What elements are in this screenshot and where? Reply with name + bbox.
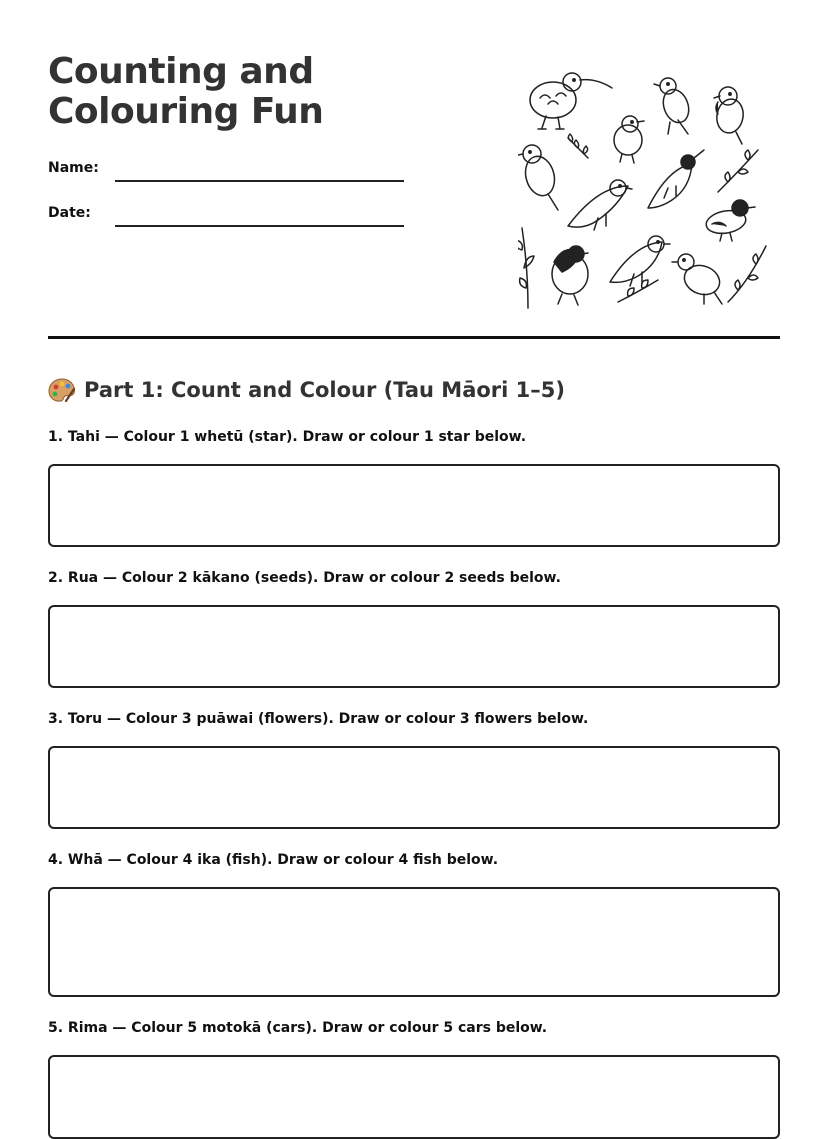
- bird-icon: [704, 200, 755, 241]
- question-5-label: 5. Rima — Colour 5 motokā (cars). Draw or colour 5 cars below.: [48, 1020, 548, 1036]
- bird-icon: [714, 87, 746, 144]
- question-1-answer-box[interactable]: [48, 464, 780, 547]
- bird-icon: [568, 180, 632, 230]
- question-3-answer-box[interactable]: [48, 746, 780, 829]
- question-4-answer-box[interactable]: [48, 887, 780, 997]
- question-5-answer-box[interactable]: [48, 1055, 780, 1139]
- leaf-sprig-icon: [728, 246, 766, 302]
- leaf-sprig-icon: [618, 280, 658, 302]
- bird-icon: [552, 246, 588, 305]
- palette-icon: [48, 377, 76, 403]
- date-label: Date:: [48, 205, 91, 221]
- date-line[interactable]: [115, 225, 404, 227]
- worksheet-page: [48, 0, 780, 1118]
- question-2-label: 2. Rua — Colour 2 kākano (seeds). Draw or colour 2 seeds below.: [48, 570, 561, 586]
- name-line[interactable]: [115, 180, 404, 182]
- name-label: Name:: [48, 160, 99, 176]
- bird-icon: [614, 116, 644, 163]
- birds-illustration: [518, 58, 768, 310]
- question-1-label: 1. Tahi — Colour 1 whetū (star). Draw or colour 1 star below.: [48, 429, 527, 445]
- question-4-label: 4. Whā — Colour 4 ika (fish). Draw or colour 4 fish below.: [48, 852, 499, 868]
- leaf-sprig-icon: [718, 150, 758, 192]
- worksheet-header: [48, 0, 780, 340]
- header-divider: [48, 336, 780, 339]
- bird-icon: [672, 254, 724, 304]
- part1-heading-text: Part 1: Count and Colour (Tau Māori 1–5): [84, 378, 565, 402]
- bird-icon: [648, 150, 704, 208]
- page-title: Counting and Colouring Fun: [48, 51, 324, 132]
- bird-icon: [610, 236, 670, 286]
- question-2-answer-box[interactable]: [48, 605, 780, 688]
- kiwi-bird-icon: [530, 73, 612, 129]
- leaf-sprig-icon: [568, 134, 588, 158]
- name-field[interactable]: [48, 158, 408, 184]
- part1-heading: [48, 375, 780, 405]
- bird-icon: [518, 145, 559, 210]
- bird-icon: [654, 78, 693, 134]
- question-3-label: 3. Toru — Colour 3 puāwai (flowers). Draw or colour 3 flowers below.: [48, 711, 589, 727]
- leaf-sprig-icon: [518, 228, 534, 308]
- date-field[interactable]: [48, 203, 408, 229]
